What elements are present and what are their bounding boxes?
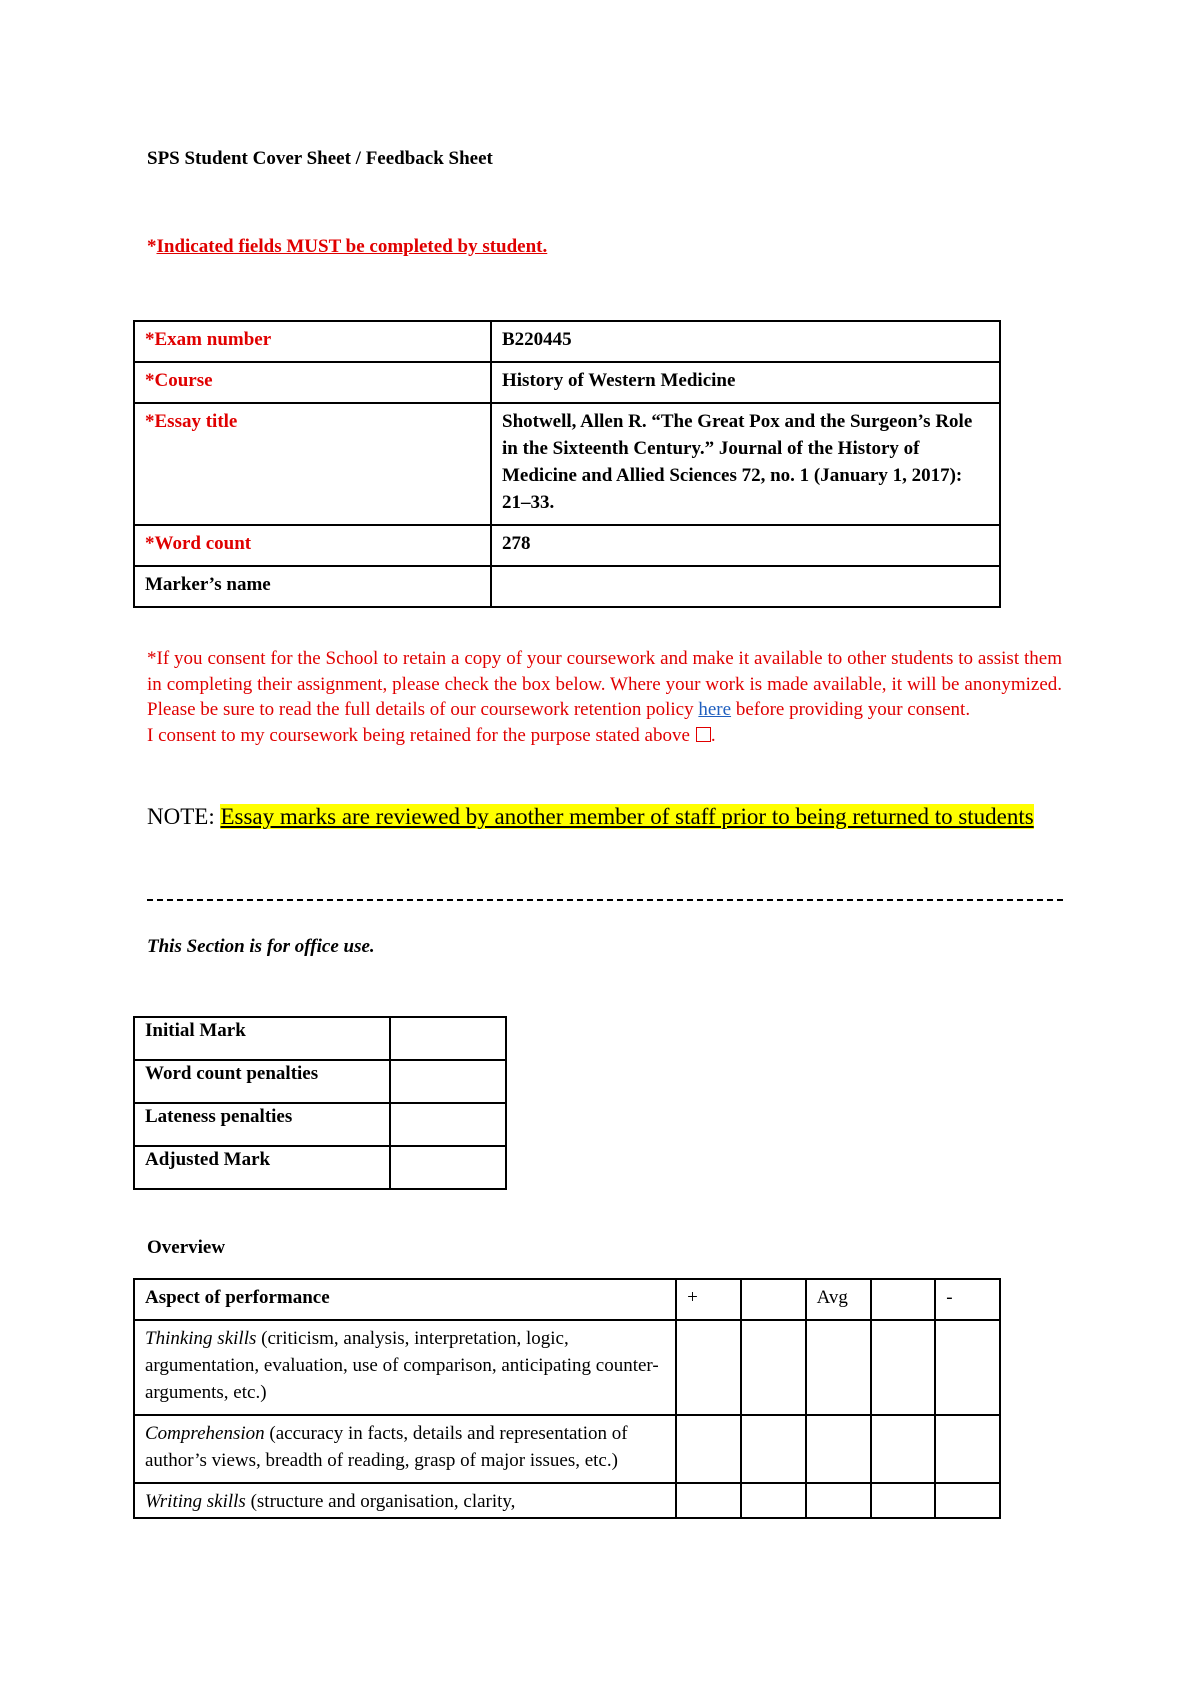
word-count-label: *Word count: [134, 525, 491, 566]
rating-cell[interactable]: [676, 1320, 741, 1415]
initial-mark-label: Initial Mark: [134, 1017, 390, 1060]
course-value[interactable]: History of Western Medicine: [491, 362, 1000, 403]
overview-heading: Overview: [147, 1237, 226, 1258]
required-note-text: Indicated fields MUST be completed by student.: [156, 236, 548, 257]
rating-cell[interactable]: [871, 1415, 936, 1483]
retention-policy-link[interactable]: here: [698, 699, 732, 720]
consent-statement: I consent to my coursework being retained for the purpose stated above: [147, 724, 690, 746]
essay-title-value[interactable]: Shotwell, Allen R. “The Great Pox and the Surgeon’s Role in the Sixteenth Century.” Journal of the History of Medicine and Allied Sciences 72, no. 1 (January 1, 2017): 21–33.: [491, 403, 1000, 525]
table-row: [134, 362, 1000, 403]
dashed-divider: [147, 899, 1063, 901]
consent-paragraph: *If you consent for the School to retain a copy of your coursework and make it available to other students to assist them in completing their assignment, please check the box below. Where your work is made available, it will be anonymized. Please be sure to read the full details of our coursework retention policy here before providing your consent. I consent to my coursework being retained for the purpose stated above .: [147, 648, 1062, 746]
table-row: [134, 1103, 506, 1146]
lateness-penalties-value[interactable]: [390, 1103, 506, 1146]
rating-cell[interactable]: [871, 1483, 936, 1518]
table-row: [134, 1483, 1000, 1518]
aspect-header: Aspect of performance: [134, 1279, 676, 1320]
table-row: [134, 525, 1000, 566]
table-header-row: [134, 1279, 1000, 1320]
blank-header: [871, 1279, 936, 1320]
initial-mark-value[interactable]: [390, 1017, 506, 1060]
comprehension-cell: Comprehension (accuracy in facts, details and representation of author’s views, breadth of reading, grasp of major issues, etc.): [134, 1415, 676, 1483]
rating-cell[interactable]: [806, 1415, 871, 1483]
rating-cell[interactable]: [741, 1483, 806, 1518]
avg-header: Avg: [806, 1279, 871, 1320]
rating-cell[interactable]: [741, 1320, 806, 1415]
note-text: Essay marks are reviewed by another member of staff prior to being returned to students: [220, 804, 1034, 829]
lateness-penalties-label: Lateness penalties: [134, 1103, 390, 1146]
word-count-value[interactable]: 278: [491, 525, 1000, 566]
rating-cell[interactable]: [676, 1415, 741, 1483]
consent-checkbox[interactable]: [696, 727, 711, 742]
marks-table: [133, 1016, 507, 1190]
table-row: [134, 1060, 506, 1103]
rating-cell[interactable]: [935, 1320, 1000, 1415]
course-label: *Course: [134, 362, 491, 403]
blank-header: [741, 1279, 806, 1320]
table-row: [134, 566, 1000, 607]
rating-cell[interactable]: [935, 1483, 1000, 1518]
table-row: [134, 403, 1000, 525]
table-row: [134, 1320, 1000, 1415]
office-use-heading: This Section is for office use.: [147, 936, 375, 957]
exam-number-label: *Exam number: [134, 321, 491, 362]
rating-cell[interactable]: [871, 1320, 936, 1415]
rating-cell[interactable]: [806, 1483, 871, 1518]
exam-number-value[interactable]: B220445: [491, 321, 1000, 362]
table-row: [134, 1415, 1000, 1483]
essay-title-label: *Essay title: [134, 403, 491, 525]
rating-cell[interactable]: [676, 1483, 741, 1518]
minus-header: -: [935, 1279, 1000, 1320]
rating-cell[interactable]: [806, 1320, 871, 1415]
note-label: NOTE: [147, 804, 209, 829]
word-count-penalties-label: Word count penalties: [134, 1060, 390, 1103]
thinking-skills-cell: Thinking skills (criticism, analysis, interpretation, logic, argumentation, evaluation, use of comparison, anticipating counter-arguments, etc.): [134, 1320, 676, 1415]
rating-cell[interactable]: [741, 1415, 806, 1483]
markers-name-value[interactable]: [491, 566, 1000, 607]
student-info-table: [133, 320, 1001, 608]
required-fields-note: [147, 236, 547, 258]
review-note: NOTE: Essay marks are reviewed by another member of staff prior to being returned to students: [147, 804, 1034, 829]
adjusted-mark-label: Adjusted Mark: [134, 1146, 390, 1189]
page-title: SPS Student Cover Sheet / Feedback Sheet: [147, 148, 493, 169]
performance-table: [133, 1278, 1001, 1519]
table-row: [134, 1146, 506, 1189]
plus-header: +: [676, 1279, 741, 1320]
required-star: *: [147, 236, 157, 257]
table-row: [134, 321, 1000, 362]
adjusted-mark-value[interactable]: [390, 1146, 506, 1189]
rating-cell[interactable]: [935, 1415, 1000, 1483]
markers-name-label: Marker’s name: [134, 566, 491, 607]
writing-skills-cell: Writing skills (structure and organisation, clarity,: [134, 1483, 676, 1518]
word-count-penalties-value[interactable]: [390, 1060, 506, 1103]
table-row: [134, 1017, 506, 1060]
